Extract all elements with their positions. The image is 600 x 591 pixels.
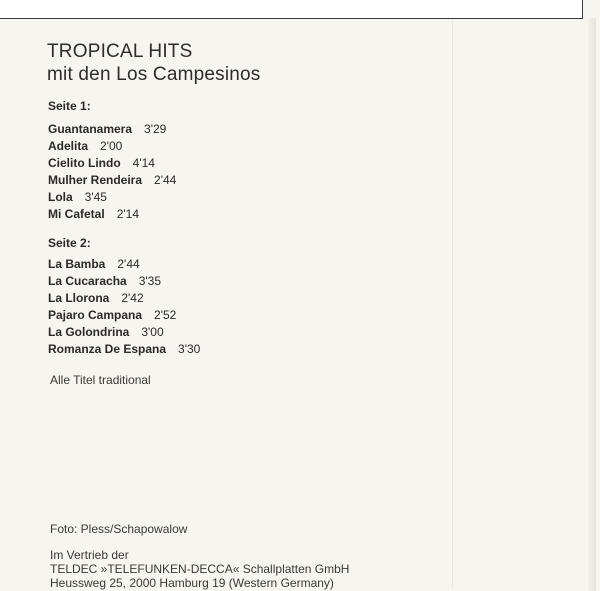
track-duration: 3'00 bbox=[141, 325, 164, 339]
album-title-line2: mit den Los Campesinos bbox=[47, 64, 261, 85]
track-item bbox=[48, 172, 176, 189]
track-duration: 2'42 bbox=[121, 291, 144, 305]
track-item bbox=[48, 307, 200, 324]
track-title: Guantanamera bbox=[48, 122, 133, 136]
track-item bbox=[48, 121, 176, 138]
distribution-line2: TELDEC »TELEFUNKEN-DECCA« Schallplatten GmbH bbox=[50, 562, 350, 576]
track-item bbox=[48, 256, 200, 273]
track-item bbox=[48, 206, 176, 223]
track-title: Adelita bbox=[48, 139, 89, 153]
album-title bbox=[47, 40, 261, 86]
track-title: La Bamba bbox=[48, 257, 106, 271]
fold-crease bbox=[452, 20, 453, 588]
track-title: La Golondrina bbox=[48, 325, 130, 339]
track-duration: 4'14 bbox=[132, 156, 155, 170]
track-item bbox=[48, 138, 176, 155]
track-title: Mulher Rendeira bbox=[48, 173, 143, 187]
side2-heading: Seite 2: bbox=[48, 236, 91, 250]
track-title: Pajaro Campana bbox=[48, 308, 143, 322]
track-title: La Cucaracha bbox=[48, 274, 127, 288]
track-item bbox=[48, 189, 176, 206]
track-title: Cielito Lindo bbox=[48, 156, 121, 170]
photo-credit: Foto: Pless/Schapowalow bbox=[50, 522, 188, 536]
track-duration: 2'52 bbox=[154, 308, 177, 322]
track-duration: 3'35 bbox=[138, 274, 162, 288]
right-paper-edge bbox=[588, 18, 596, 591]
side1-tracklist bbox=[48, 121, 176, 223]
track-item bbox=[48, 290, 200, 307]
track-item bbox=[48, 341, 200, 358]
top-paper-edge bbox=[0, 0, 583, 19]
track-duration: 2'44 bbox=[154, 173, 177, 187]
track-title: Romanza De Espana bbox=[48, 342, 167, 356]
track-duration: 2'00 bbox=[100, 139, 123, 153]
distribution-line3: Heussweg 25, 2000 Hamburg 19 (Western Germany) bbox=[50, 576, 334, 590]
track-title: La Llorona bbox=[48, 291, 110, 305]
track-item bbox=[48, 155, 176, 172]
track-title: Lola bbox=[48, 190, 73, 204]
distribution-credits bbox=[50, 548, 349, 590]
track-duration: 2'14 bbox=[116, 207, 139, 221]
side1-heading: Seite 1: bbox=[48, 99, 91, 113]
track-item bbox=[48, 324, 200, 341]
track-title: Mi Cafetal bbox=[48, 207, 105, 221]
distribution-line1: Im Vertrieb der bbox=[50, 548, 129, 562]
track-duration: 3'29 bbox=[144, 122, 167, 136]
track-duration: 2'44 bbox=[117, 257, 140, 271]
track-item bbox=[48, 273, 200, 290]
track-duration: 3'30 bbox=[178, 342, 201, 356]
side2-tracklist bbox=[48, 256, 200, 358]
traditional-note: Alle Titel traditional bbox=[50, 373, 151, 387]
track-duration: 3'45 bbox=[84, 190, 107, 204]
album-title-line1: TROPICAL HITS bbox=[47, 41, 193, 62]
